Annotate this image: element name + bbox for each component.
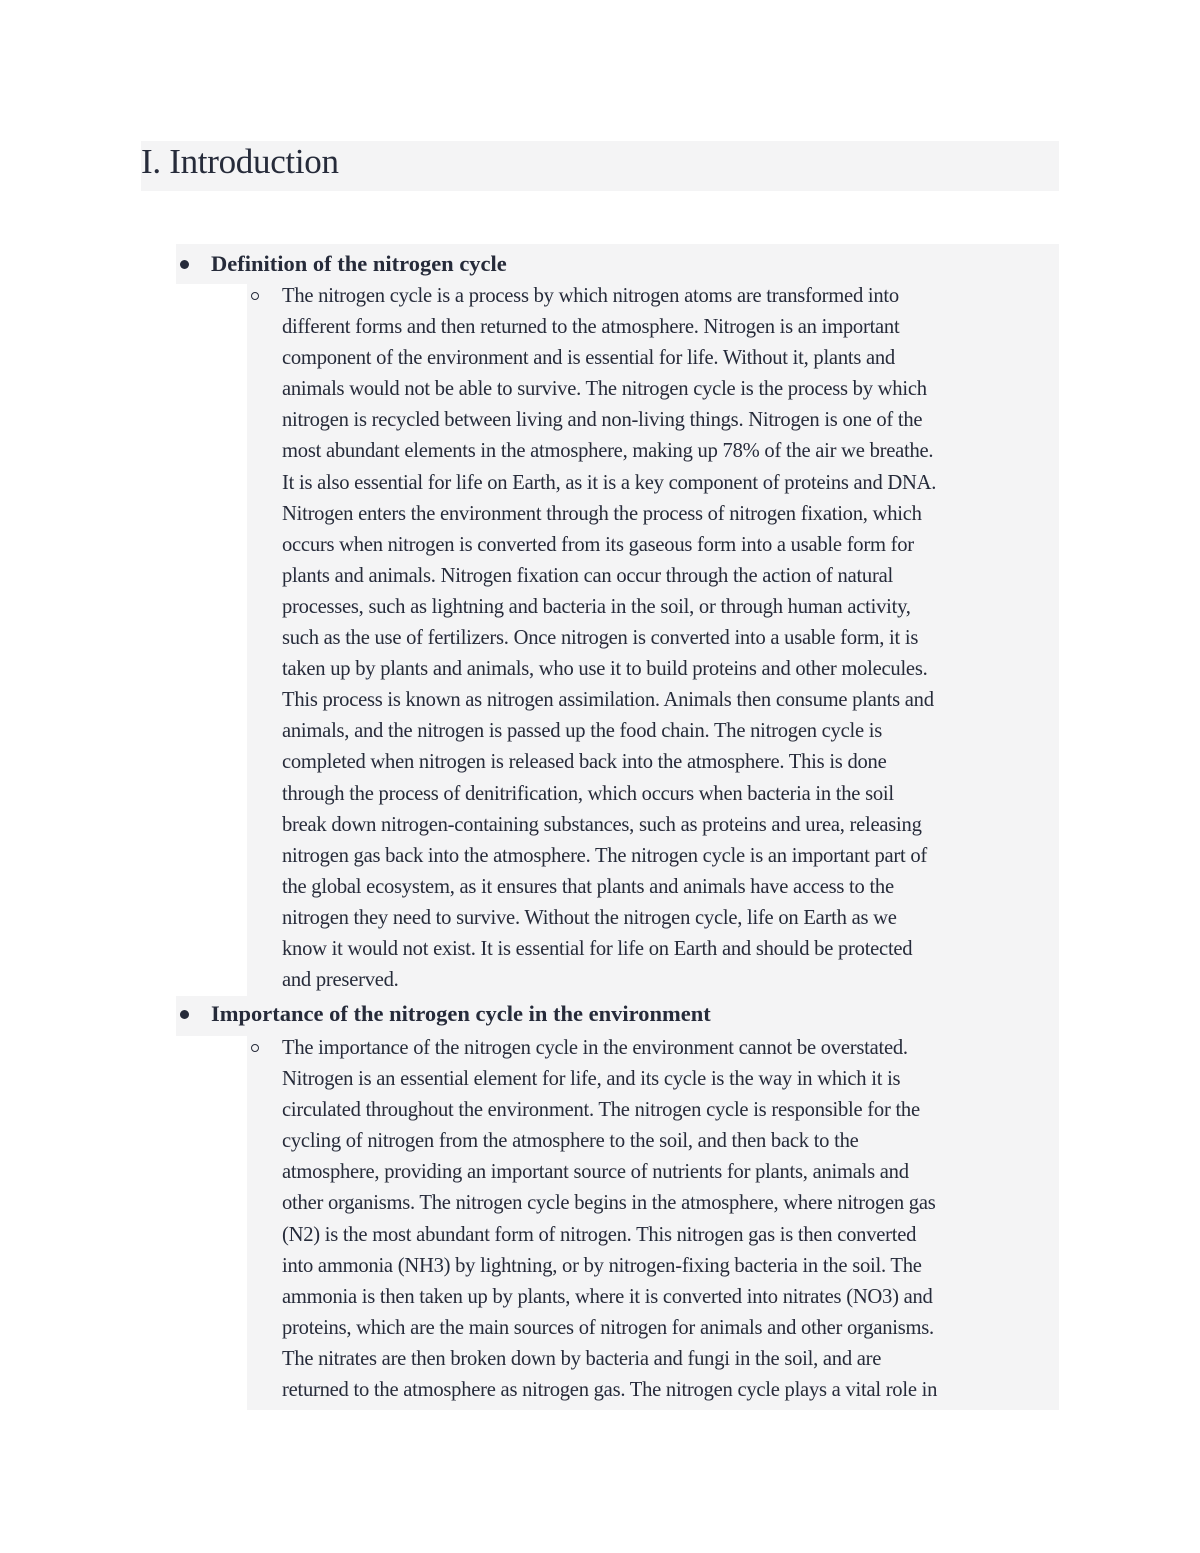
bullet-heading-importance: Importance of the nitrogen cycle in the environment [211, 1001, 711, 1026]
paragraph-definition [282, 281, 1062, 996]
text-line: cycling of nitrogen from the atmosphere to the soil, and then back to the [282, 1130, 859, 1153]
text-line: component of the environment and is essential for life. Without it, plants and [282, 347, 895, 370]
text-line: proteins, which are the main sources of nitrogen for animals and other organisms. [282, 1316, 934, 1339]
text-line: Nitrogen is an essential element for life, and its cycle is the way in which it is [282, 1068, 901, 1091]
filled-bullet-icon [180, 1010, 189, 1019]
text-line: most abundant elements in the atmosphere, making up 78% of the air we breathe. [282, 440, 934, 463]
hollow-bullet-icon [251, 292, 259, 300]
text-line: know it would not exist. It is essential for life on Earth and should be protected [282, 937, 913, 960]
text-line: nitrogen gas back into the atmosphere. The nitrogen cycle is an important part of [282, 844, 928, 867]
text-line: completed when nitrogen is released back into the atmosphere. This is done [282, 751, 887, 774]
text-line: different forms and then returned to the atmosphere. Nitrogen is an important [282, 316, 900, 339]
bullet-heading-definition: Definition of the nitrogen cycle [211, 251, 507, 276]
text-line: animals, and the nitrogen is passed up the food chain. The nitrogen cycle is [282, 720, 882, 743]
text-line: such as the use of fertilizers. Once nitrogen is converted into a usable form, it is [282, 627, 919, 650]
text-line: The nitrogen cycle is a process by which nitrogen atoms are transformed into [282, 285, 899, 307]
text-line: circulated throughout the environment. The nitrogen cycle is responsible for the [282, 1099, 920, 1122]
text-line: atmosphere, providing an important source of nutrients for plants, animals and [282, 1161, 909, 1184]
text-line: Nitrogen enters the environment through the process of nitrogen fixation, which [282, 502, 922, 525]
text-line: The importance of the nitrogen cycle in the environment cannot be overstated. [282, 1037, 908, 1059]
text-line: plants and animals. Nitrogen fixation can occur through the action of natural [282, 564, 893, 587]
text-line: returned to the atmosphere as nitrogen gas. The nitrogen cycle plays a vital role in [282, 1379, 938, 1402]
text-line: into ammonia (NH3) by lightning, or by nitrogen-fixing bacteria in the soil. The [282, 1254, 922, 1277]
text-line: It is also essential for life on Earth, as it is a key component of proteins and DNA. [282, 471, 937, 494]
text-line: nitrogen is recycled between living and non-living things. Nitrogen is one of the [282, 409, 923, 432]
text-line: other organisms. The nitrogen cycle begins in the atmosphere, where nitrogen gas [282, 1192, 936, 1215]
text-line: (N2) is the most abundant form of nitrogen. This nitrogen gas is then converted [282, 1223, 917, 1246]
text-line: break down nitrogen-containing substances, such as proteins and urea, releasing [282, 813, 922, 836]
text-line: The nitrates are then broken down by bacteria and fungi in the soil, and are [282, 1347, 882, 1370]
text-line: occurs when nitrogen is converted from its gaseous form into a usable form for [282, 533, 914, 556]
text-line: processes, such as lightning and bacteria in the soil, or through human activity, [282, 595, 911, 618]
text-line: This process is known as nitrogen assimilation. Animals then consume plants and [282, 689, 934, 712]
text-line: and preserved. [282, 969, 399, 992]
text-line: taken up by plants and animals, who use it to build proteins and other molecules. [282, 658, 928, 681]
paragraph-importance [282, 1033, 1062, 1406]
text-line: ammonia is then taken up by plants, where it is converted into nitrates (NO3) and [282, 1285, 933, 1308]
filled-bullet-icon [180, 260, 189, 269]
text-line: through the process of denitrification, which occurs when bacteria in the soil [282, 782, 894, 805]
hollow-bullet-icon [251, 1044, 259, 1052]
text-line: nitrogen they need to survive. Without the nitrogen cycle, life on Earth as we [282, 906, 897, 929]
text-line: animals would not be able to survive. The nitrogen cycle is the process by which [282, 378, 927, 401]
section-heading: I. Introduction [141, 142, 339, 181]
text-line: the global ecosystem, as it ensures that plants and animals have access to the [282, 875, 894, 898]
